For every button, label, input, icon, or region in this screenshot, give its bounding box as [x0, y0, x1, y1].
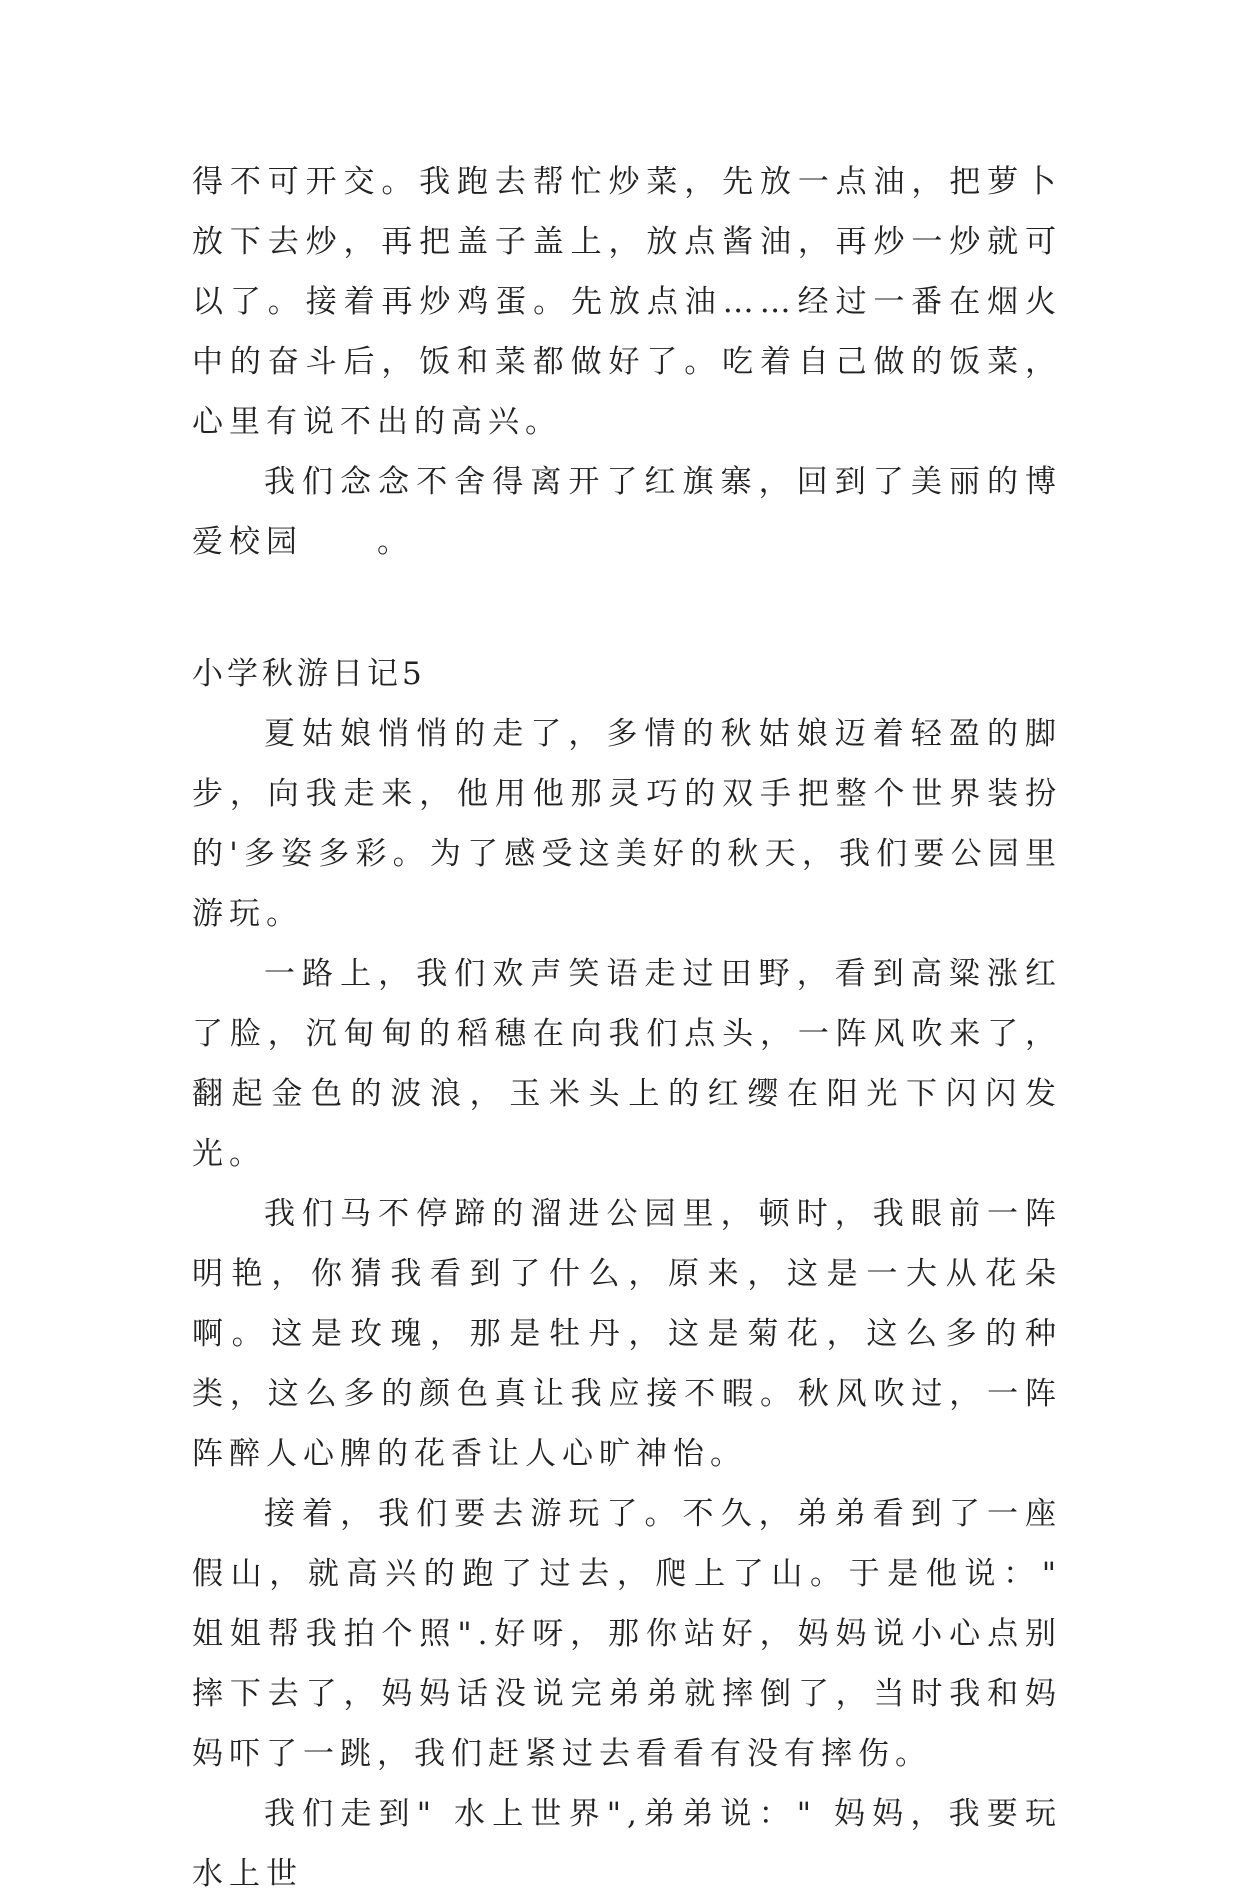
paragraph-5: 我们走到" 水上世界",弟弟说：" 妈妈，我要玩水上世 [192, 1796, 1062, 1892]
document-body [192, 152, 1062, 1904]
section-heading: 小学秋游日记5 [192, 656, 426, 692]
paragraph-continuation: 得不可开交。我跑去帮忙炒菜，先放一点油，把萝卜放下去炒，再把盖子盖上，放点酱油，再炒一炒就可以了。接着再炒鸡蛋。先放点油……经过一番在烟火中的奋斗后，饭和菜都做好了。吃着自己做的饭菜，心里有说不出的高兴。 [192, 164, 1062, 440]
section-gap [192, 572, 1062, 644]
paragraph-4: 接着，我们要去游玩了。不久，弟弟看到了一座假山，就高兴的跑了过去，爬上了山。于是他说：" 姐姐帮我拍个照".好呀，那你站好，妈妈说小心点别摔下去了，妈妈话没说完弟弟就摔倒了，当时我和妈妈吓了一跳，我们赶紧过去看看有没有摔伤。 [192, 1496, 1062, 1772]
paragraph-2: 一路上，我们欢声笑语走过田野，看到高粱涨红了脸，沉甸甸的稻穗在向我们点头，一阵风吹来了，翻起金色的波浪，玉米头上的红缨在阳光下闪闪发光。 [192, 956, 1062, 1172]
paragraph-return-campus: 我们念念不舍得离开了红旗寨，回到了美丽的博爱校园 。 [192, 464, 1062, 560]
paragraph-1: 夏姑娘悄悄的走了，多情的秋姑娘迈着轻盈的脚步，向我走来，他用他那灵巧的双手把整个世界装扮的'多姿多彩。为了感受这美好的秋天，我们要公园里游玩。 [192, 716, 1062, 932]
paragraph-3: 我们马不停蹄的溜进公园里，顿时，我眼前一阵明艳，你猜我看到了什么，原来，这是一大从花朵啊。这是玫瑰，那是牡丹，这是菊花，这么多的种类，这么多的颜色真让我应接不暇。秋风吹过，一阵阵醉人心脾的花香让人心旷神怡。 [192, 1196, 1062, 1472]
